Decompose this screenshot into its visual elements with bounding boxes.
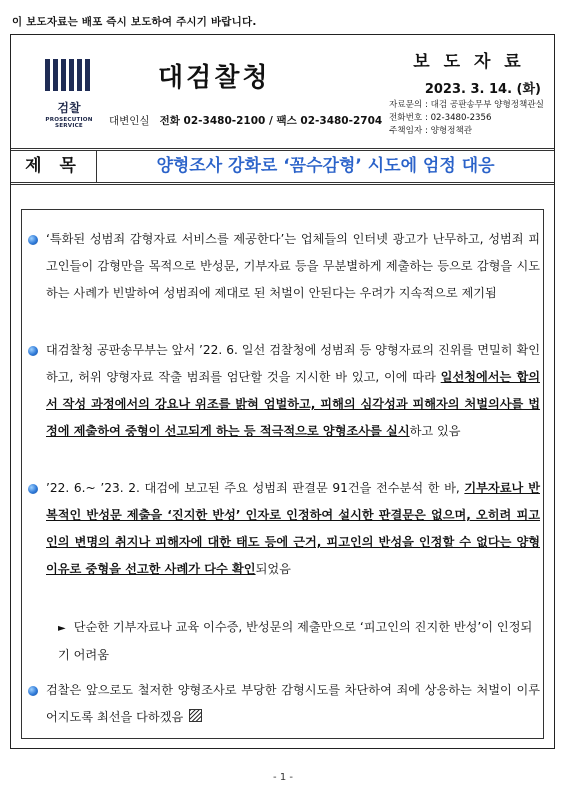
distribution-notice: 이 보도자료는 배포 즉시 보도하여 주시기 바랍니다. xyxy=(12,16,257,28)
emphasis-text: 일선청에서는 합의서 작성 과정에서의 강요나 위조를 밝혀 엄벌하고, 피해의 심각성과 피해자의 처벌의사를 법정에 제출하여 중형이 선고되게 하는 등 적극적으로 양형조사를 실시 xyxy=(46,370,540,438)
sub-paragraph: ► 단순한 기부자료나 교육 이수증, 반성문의 제출만으로 ‘피고인의 진지한 반성’이 인정되기 어려움 xyxy=(58,620,533,662)
bullet-icon xyxy=(28,686,38,696)
release-title: 보 도 자 료 xyxy=(413,52,525,72)
title-label: 제 목 xyxy=(11,151,97,182)
bullet-icon xyxy=(28,484,38,494)
bullet-icon xyxy=(28,346,38,356)
paragraph-4: 검찰은 앞으로도 철저한 양형조사로 부당한 감형시도를 차단하여 죄에 상응하는 처벌이 이루어지도록 최선을 다하겠음 xyxy=(46,677,540,731)
arrow-right-icon: ► xyxy=(58,623,66,634)
logo-subtitle: PROSECUTION SERVICE xyxy=(45,117,93,129)
paragraph-1: ‘특화된 성범죄 감형자료 서비스를 제공한다’는 업체들의 인터넷 광고가 난무하고, 성범죄 피고인들이 감형만을 목적으로 반성문, 기부자료 등을 무분별하게 제출하는 등으로 감형을 시도하는 사례가 빈발하여 성범죄에 제대로 된 처벌이 안된다는 우려가 지속적으로 제기됨 xyxy=(46,226,540,307)
header xyxy=(11,35,554,143)
paragraph-3: ’22. 6.~ ’23. 2. 대검에 보고된 주요 성범죄 판결문 91건을 전수분석 한 바, 기부자료나 반복적인 반성문 제출을 ‘진지한 반성’ 인자로 인정하여 설시한 판결문은 없으며, 오히려 피고인의 변명의 취지나 피해자에 대한 태도 등에 근거, 피고인의 반성을 인정할 수 없다는 양형이유로 중형을 선고한 사례가 다수 확인되었음 xyxy=(46,475,540,583)
end-mark-icon xyxy=(189,709,202,722)
logo-bars-icon xyxy=(45,59,91,91)
title-row xyxy=(11,148,554,185)
organization-name: 대검찰청 xyxy=(158,63,271,93)
press-release-frame xyxy=(10,34,555,749)
release-info xyxy=(389,47,549,136)
author-line: 주책임자 : 양형정책관 xyxy=(389,126,473,136)
contact-info xyxy=(109,113,382,128)
body-box xyxy=(21,209,544,739)
phone-line: 전화번호 : 02-3480-2356 xyxy=(389,113,492,123)
page-number: - 1 - xyxy=(273,772,293,783)
bullet-icon xyxy=(28,235,38,245)
page-title: 양형조사 강화로 ‘꼼수감형’ 시도에 엄정 대응 xyxy=(156,156,495,176)
contact-detail: 전화 02-3480-2100 / 팩스 02-3480-2704 xyxy=(159,115,383,127)
paragraph-2: 대검찰청 공판송무부는 앞서 ’22. 6. 일선 검찰청에 성범죄 등 양형자료의 진위를 면밀히 확인하고, 허위 양형자료 작출 범죄를 엄단할 것을 지시한 바 있고, 이에 따라 일선청에서는 합의서 작성 과정에서의 강요나 위조를 밝혀 엄벌하고, 피해의 심각성과 피해자의 처벌의사를 법정에 제출하여 중형이 선고되게 하는 등 적극적으로 양형조사를 실시하고 있음 xyxy=(46,337,540,445)
contact-label: 대변인실 xyxy=(109,115,150,127)
release-date: 2023. 3. 14. (화) xyxy=(424,82,541,97)
inquiry-line: 자료문의 : 대검 공판송무부 양형정책관실 xyxy=(389,100,544,110)
emphasis-text: 기부자료나 반복적인 반성문 제출을 ‘진지한 반성’ 인자로 인정하여 설시한 판결문은 없으며, 오히려 피고인의 변명의 취지나 피해자에 대한 태도 등에 근거, 피고인의 반성을 인정할 수 없다는 양형이유로 중형을 선고한 사례가 다수 확인 xyxy=(46,481,540,576)
prosecution-logo xyxy=(33,55,105,135)
logo-word: 검찰 xyxy=(57,101,81,115)
